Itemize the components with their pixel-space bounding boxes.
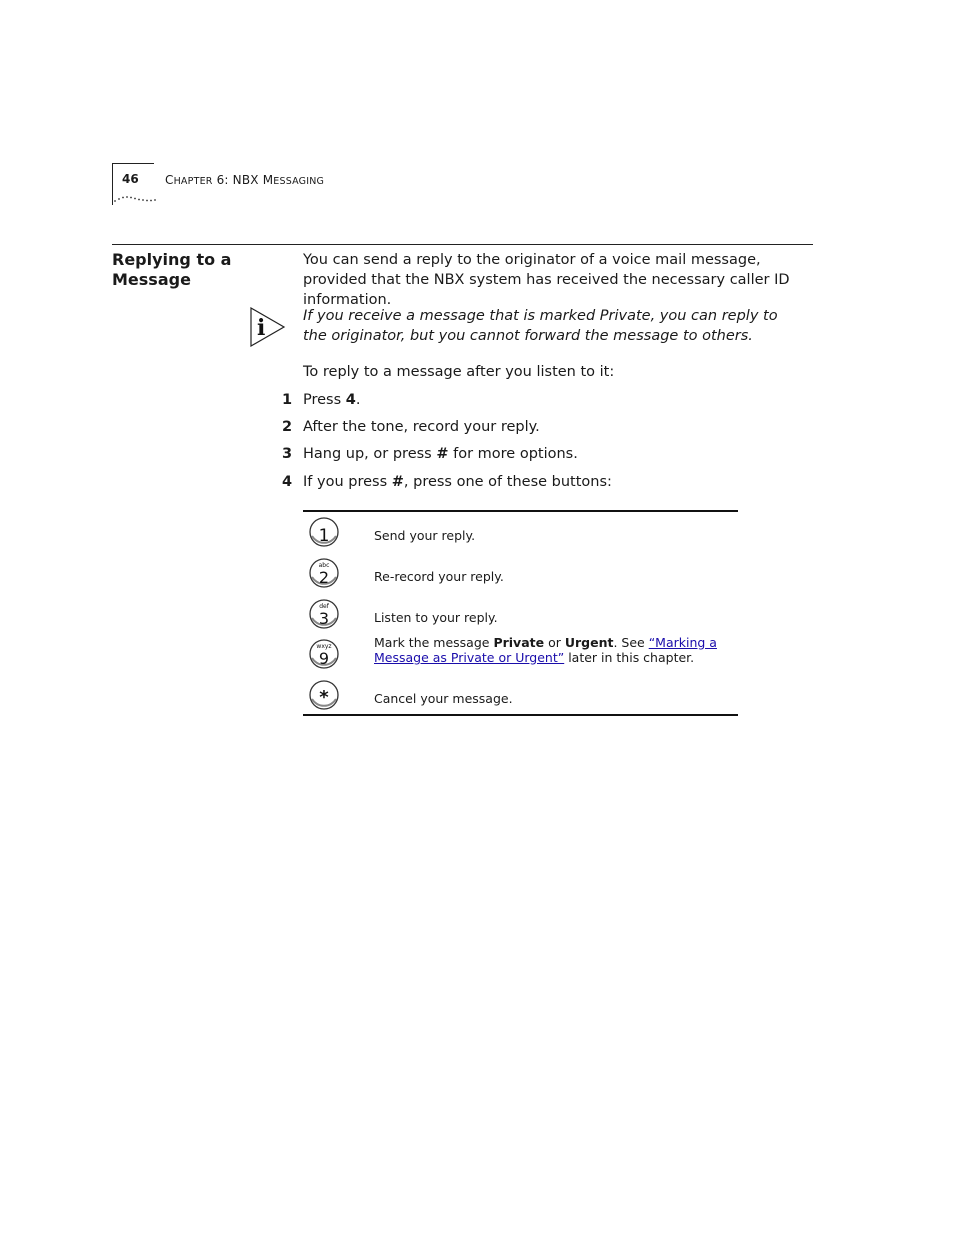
keypad-star-icon bbox=[308, 679, 340, 711]
note-text: If you receive a message that is marked Private, you can reply to the originator, but you cannot forward the message to others. bbox=[303, 308, 778, 344]
table-row-text: Send your reply. bbox=[374, 528, 476, 543]
step-text: If you press #, press one of these buttons: bbox=[303, 474, 612, 490]
svg-text:wxyz: wxyz bbox=[316, 643, 332, 650]
svg-text:2: 2 bbox=[318, 568, 330, 587]
header-horizontal-rule bbox=[112, 163, 154, 164]
table-row-text: Cancel your message. bbox=[374, 691, 513, 706]
lead-in-paragraph: To reply to a message after you listen to it: bbox=[303, 364, 615, 380]
chapter-name-smallcaps: ESSAGING bbox=[273, 176, 325, 187]
step-text: After the tone, record your reply. bbox=[303, 419, 540, 435]
page-number: 46 bbox=[122, 172, 139, 186]
step-text: Press 4. bbox=[303, 392, 361, 408]
section-title bbox=[112, 250, 292, 290]
svg-text:abc: abc bbox=[318, 562, 330, 569]
chapter-number: 6: NBX M bbox=[212, 173, 274, 187]
section-title-line2: Message bbox=[112, 270, 191, 289]
table-top-rule bbox=[303, 510, 738, 512]
cross-reference-link[interactable]: “Marking a Message as Private or Urgent” bbox=[374, 635, 717, 665]
table-row-text: Listen to your reply. bbox=[374, 610, 498, 625]
keypad-3-icon bbox=[308, 598, 340, 630]
svg-text:9: 9 bbox=[318, 649, 330, 668]
step-text: Hang up, or press # for more options. bbox=[303, 446, 578, 462]
step-number: 3 bbox=[282, 446, 293, 462]
step-number: 1 bbox=[282, 392, 293, 408]
step-number: 2 bbox=[282, 419, 293, 435]
header-vertical-rule bbox=[112, 163, 113, 205]
svg-text:i: i bbox=[257, 315, 266, 341]
chapter-running-head bbox=[165, 173, 324, 187]
svg-text:*: * bbox=[319, 687, 329, 708]
header-dotted-decoration bbox=[114, 193, 156, 205]
table-row-text: Re-record your reply. bbox=[374, 569, 504, 584]
section-title-line1: Replying to a bbox=[112, 250, 232, 269]
intro-paragraph: You can send a reply to the originator of a voice mail message, provided that the NBX system has received the necessary caller ID information. bbox=[303, 252, 790, 308]
table-bottom-rule bbox=[303, 714, 738, 716]
chapter-prefix-smallcaps: HAPTER bbox=[173, 176, 213, 187]
keypad-2-icon bbox=[308, 557, 340, 589]
keypad-1-icon bbox=[308, 516, 340, 548]
keypad-9-icon bbox=[308, 638, 340, 670]
svg-text:1: 1 bbox=[318, 526, 330, 546]
step-number: 4 bbox=[282, 474, 293, 490]
info-icon bbox=[250, 307, 286, 347]
svg-text:def: def bbox=[319, 603, 329, 610]
table-row-text: Mark the message Private or Urgent. See “Marking a Message as Private or Urgent” later in this chapter. bbox=[374, 635, 717, 665]
section-rule bbox=[112, 244, 813, 245]
svg-text:3: 3 bbox=[318, 609, 330, 628]
chapter-prefix: C bbox=[165, 173, 174, 187]
